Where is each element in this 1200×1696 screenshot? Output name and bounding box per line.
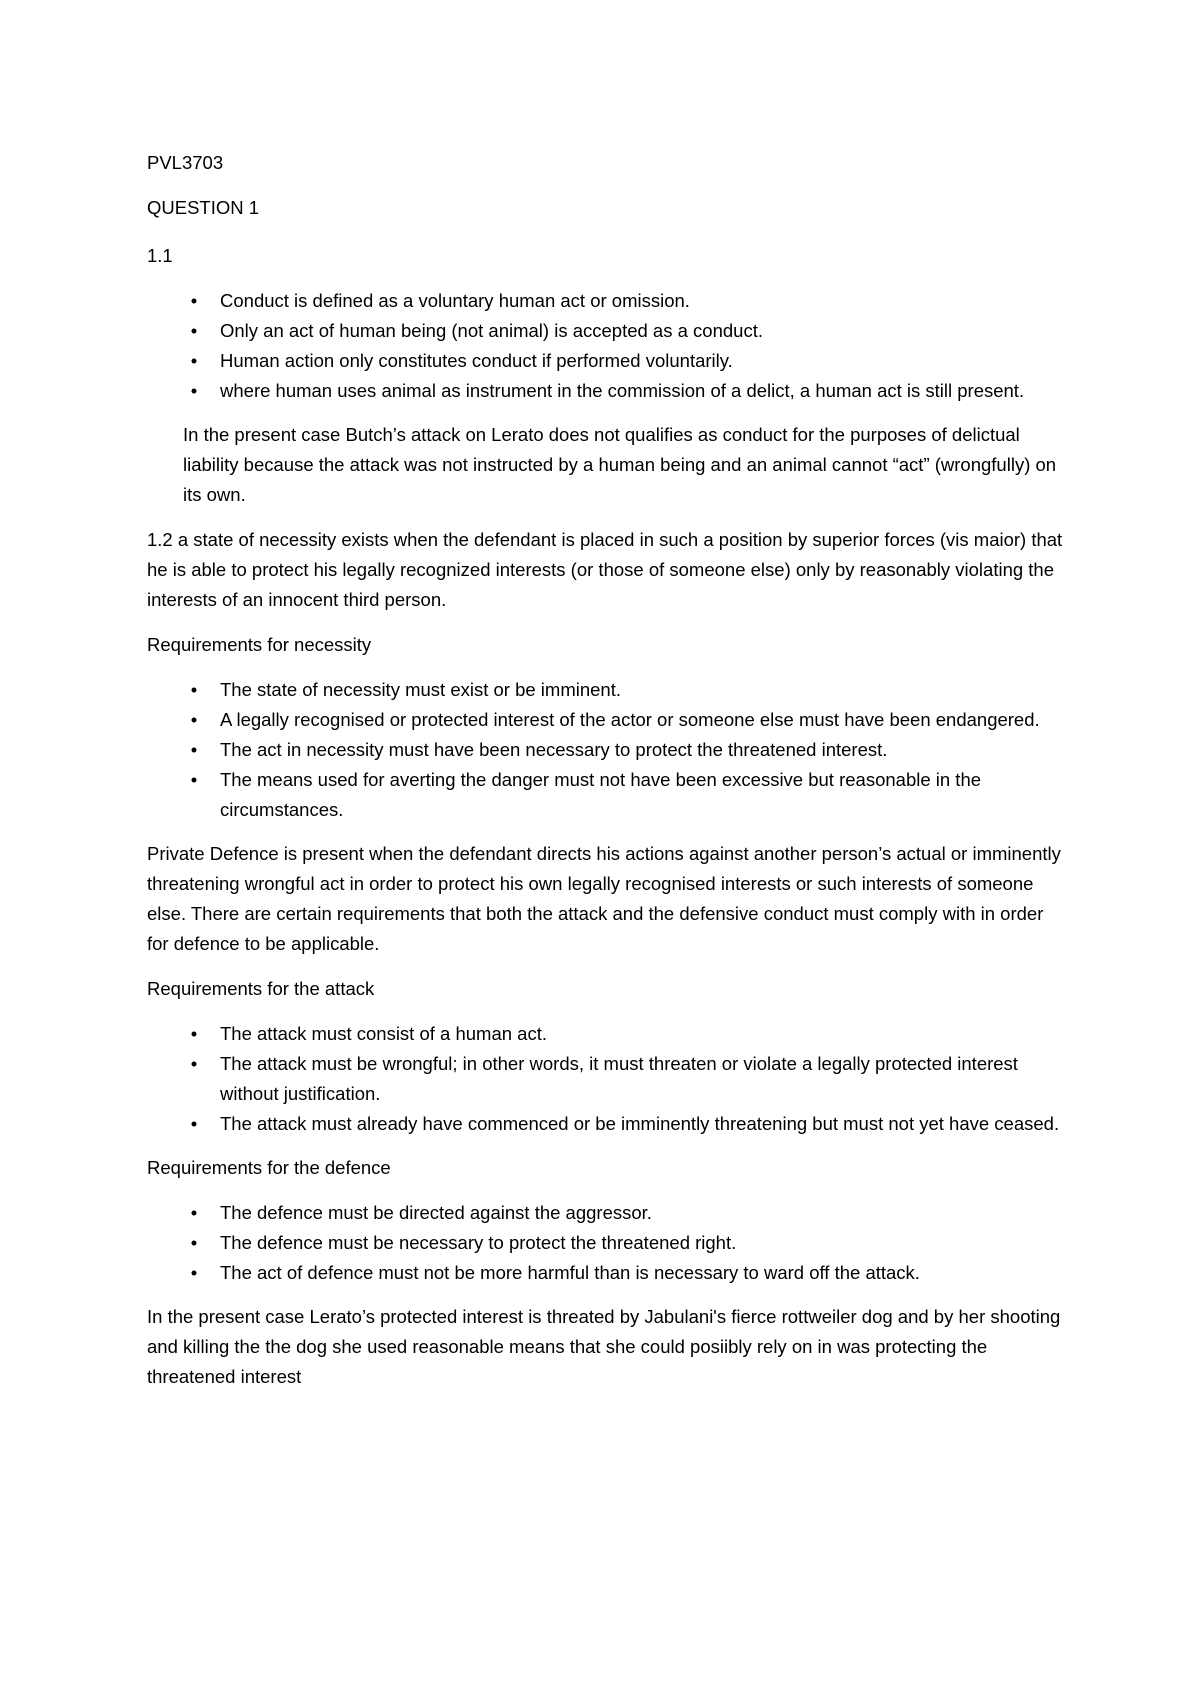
question-heading: QUESTION 1 — [147, 197, 260, 218]
defence-bullet-list — [147, 1198, 1067, 1288]
list-item-text: Conduct is defined as a voluntary human act or omission. — [220, 290, 690, 311]
necessity-definition-paragraph: 1.2 a state of necessity exists when the defendant is placed in such a position by superior forces (vis maior) that he is able to protect his legally recognized interests (or those of someone else) only by reasonably violating the interests of an innocent third person. — [147, 529, 1063, 610]
list-item — [190, 705, 1067, 735]
bullet-icon: • — [190, 709, 198, 730]
list-item — [190, 346, 1067, 376]
list-item — [190, 1109, 1067, 1139]
list-item-text: where human uses animal as instrument in the commission of a delict, a human act is still present. — [220, 380, 1025, 401]
list-item-text: The state of necessity must exist or be imminent. — [220, 679, 621, 700]
bullet-icon: • — [190, 1053, 198, 1074]
bullet-icon: • — [190, 769, 198, 790]
list-item — [190, 735, 1067, 765]
list-item-text: The defence must be necessary to protect the threatened right. — [220, 1232, 737, 1253]
list-item-text: The attack must already have commenced or be imminently threatening but must not yet have ceased. — [220, 1113, 1060, 1134]
bullet-icon: • — [190, 320, 198, 341]
list-item — [190, 1049, 1067, 1109]
list-item-text: The means used for averting the danger must not have been excessive but reasonable in the circumstances. — [220, 769, 982, 820]
list-item-text: The defence must be directed against the aggressor. — [220, 1202, 652, 1223]
list-item — [190, 376, 1067, 406]
private-defence-paragraph: Private Defence is present when the defendant directs his actions against another person’s actual or imminently threatening wrongful act in order to protect his own legally recognised interests or such interests of someone else. There are certain requirements that both the attack and the defensive conduct must comply with in order for defence to be applicable. — [147, 843, 1061, 954]
bullet-icon: • — [190, 679, 198, 700]
section-number-1-1: 1.1 — [147, 245, 173, 266]
bullet-icon: • — [190, 350, 198, 371]
list-item — [190, 1198, 1067, 1228]
conduct-bullet-list — [147, 286, 1067, 406]
necessity-requirements-heading: Requirements for necessity — [147, 634, 372, 655]
list-item-text: The attack must be wrongful; in other words, it must threaten or violate a legally protected interest without justification. — [220, 1053, 1018, 1104]
list-item-text: Only an act of human being (not animal) is accepted as a conduct. — [220, 320, 763, 341]
list-item — [190, 286, 1067, 316]
list-item-text: The act in necessity must have been necessary to protect the threatened interest. — [220, 739, 888, 760]
bullet-icon: • — [190, 1202, 198, 1223]
necessity-conclusion-paragraph: In the present case Lerato’s protected interest is threated by Jabulani's fierce rottweiler dog and by her shooting and killing the the dog she used reasonable means that she could posiibly rely on in was protecting the threatened interest — [147, 1306, 1061, 1387]
conduct-conclusion-paragraph: In the present case Butch’s attack on Lerato does not qualifies as conduct for the purposes of delictual liability because the attack was not instructed by a human being and an animal cannot “act” (wrongfully) on its own. — [183, 424, 1057, 505]
list-item — [190, 1228, 1067, 1258]
bullet-icon: • — [190, 380, 198, 401]
attack-requirements-heading: Requirements for the attack — [147, 978, 375, 999]
attack-bullet-list — [147, 1019, 1067, 1139]
defence-requirements-heading: Requirements for the defence — [147, 1157, 391, 1178]
list-item-text: Human action only constitutes conduct if performed voluntarily. — [220, 350, 733, 371]
list-item — [190, 316, 1067, 346]
list-item-text: A legally recognised or protected interest of the actor or someone else must have been endangered. — [220, 709, 1040, 730]
bullet-icon: • — [190, 1023, 198, 1044]
list-item-text: The act of defence must not be more harmful than is necessary to ward off the attack. — [220, 1262, 920, 1283]
bullet-icon: • — [190, 1262, 198, 1283]
list-item — [190, 1258, 1067, 1288]
necessity-bullet-list — [147, 675, 1067, 825]
list-item-text: The attack must consist of a human act. — [220, 1023, 547, 1044]
bullet-icon: • — [190, 1113, 198, 1134]
bullet-icon: • — [190, 290, 198, 311]
bullet-icon: • — [190, 1232, 198, 1253]
bullet-icon: • — [190, 739, 198, 760]
list-item — [190, 765, 1067, 825]
document-body — [147, 148, 1067, 1407]
list-item — [190, 1019, 1067, 1049]
list-item — [190, 675, 1067, 705]
course-code: PVL3703 — [147, 152, 224, 173]
